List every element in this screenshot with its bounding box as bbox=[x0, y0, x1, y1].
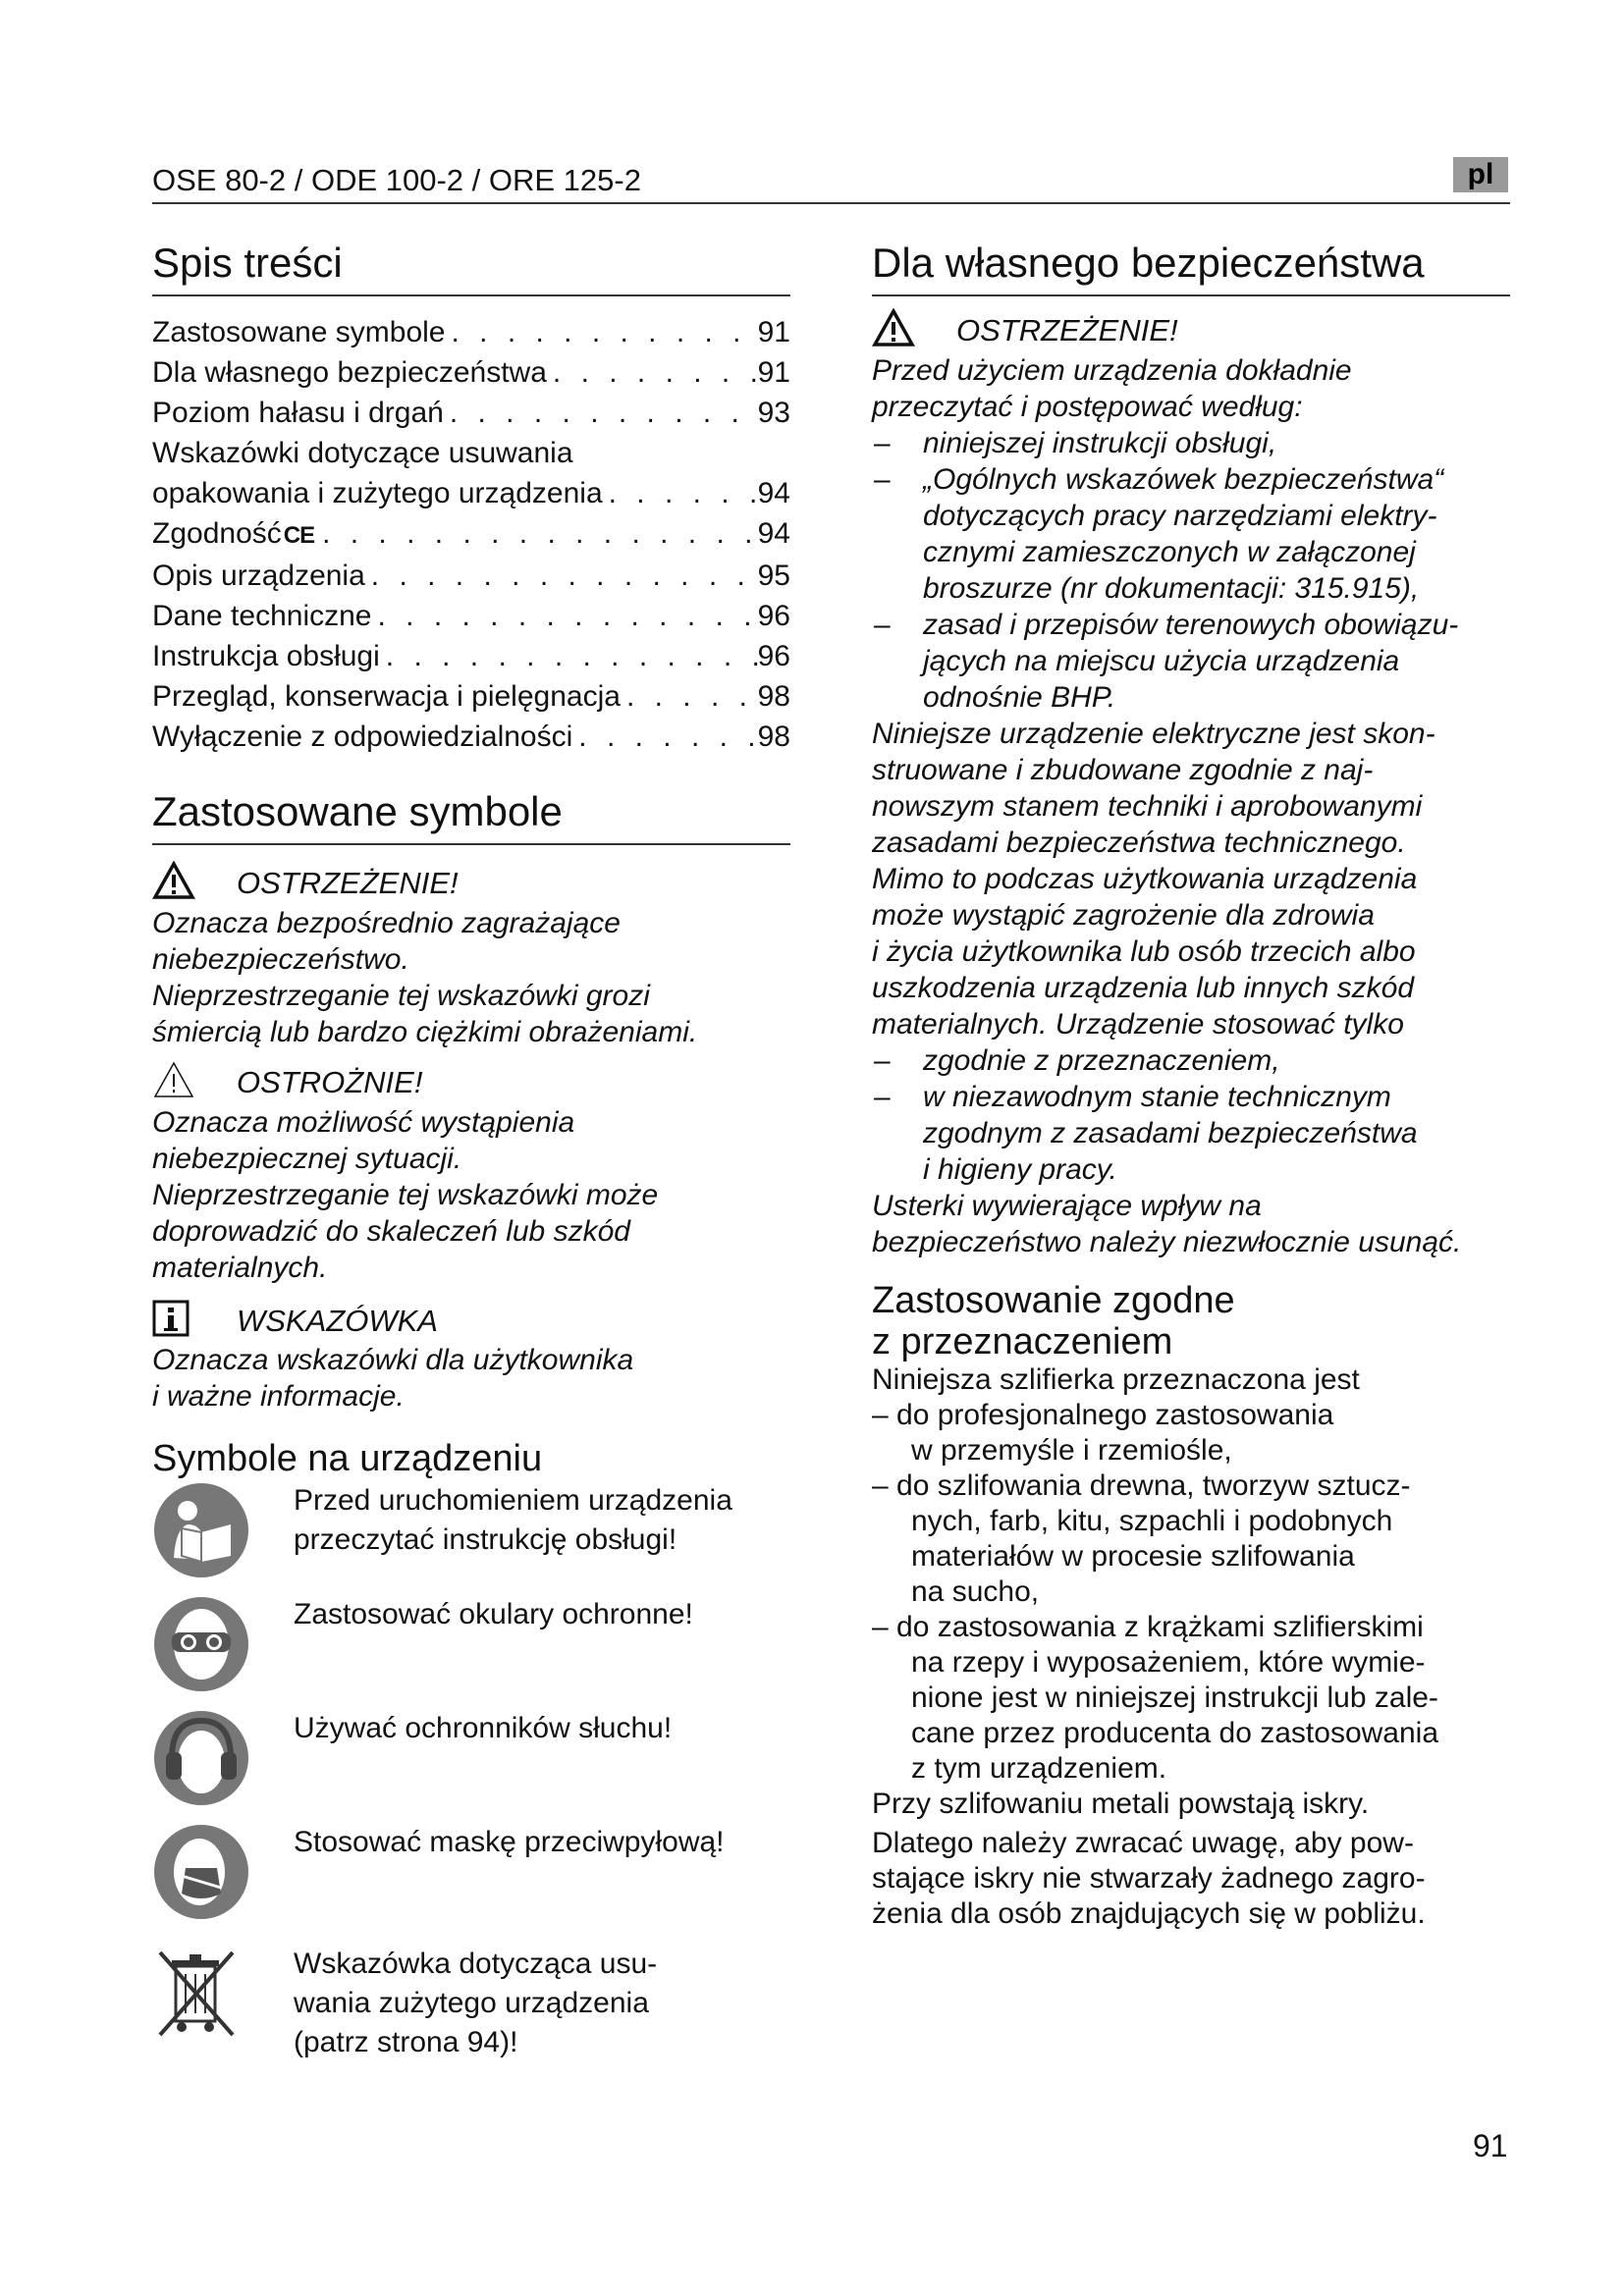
toc-entry[interactable]: Dla własnego bezpieczeństwa . . . 91 bbox=[152, 352, 790, 393]
safety-heading: Dla własnego bezpieczeństwa bbox=[872, 236, 1510, 296]
safety-closing: Usterki wywierające wpływ na bezpieczeństwo należy niezwłocznie usunąć. bbox=[872, 1190, 1462, 1258]
sparks-warning: Dlatego należy zwracać uwagę, aby pow- stające iskry nie stwarzały żadnego zagro- żenia dla osób znajdujących się w pobliżu. bbox=[872, 1827, 1426, 1930]
crossed-bin-icon bbox=[152, 1945, 294, 2048]
device-symbol-text: Używać ochronników słuchu! bbox=[294, 1712, 673, 1744]
caution-description: Oznacza możliwość wystąpienia niebezpiecznej sytuacji. Nieprzestrzeganie tej wskazówki może doprowadzić do skaleczeń lub szkód materialnych. bbox=[152, 1106, 659, 1284]
device-symbol-row bbox=[152, 1709, 790, 1823]
safety-paragraph: Niniejsze urządzenie elektryczne jest skon- struowane i zbudowane zgodnie z naj- nowszym stanem techniki i aprobowanymi zasadami bezpieczeństwa technicznego. Mimo to podczas użytkowania urządzenia może wystąpić zagrożenie dla zdrowia i życia użytkownika lub osób trzecich albo uszkodzenia urządzenia lub innych szkód materialnych. Urządzenie stosować tylko bbox=[872, 718, 1435, 1041]
device-symbol-text: Stosować maskę przeciwpyłową! bbox=[294, 1826, 725, 1858]
device-symbol-row bbox=[152, 1823, 790, 1937]
safety-goggles-icon bbox=[152, 1595, 294, 1698]
warning-triangle-icon bbox=[872, 308, 956, 352]
device-symbol-text: Przed uruchomieniem urządzenia przeczytać instrukcję obsługi! bbox=[294, 1484, 732, 1556]
list-item: – niniejszej instrukcji obsługi, bbox=[872, 425, 1510, 461]
device-symbol-text: Wskazówka dotycząca usu- wania zużytego urządzenia (patrz strona 94)! bbox=[294, 1948, 658, 2058]
safety-document-list bbox=[872, 425, 1510, 716]
safety-conditions-list bbox=[872, 1042, 1510, 1188]
dust-mask-icon bbox=[152, 1823, 294, 1926]
right-column bbox=[872, 236, 1510, 1932]
caution-signal bbox=[152, 1060, 790, 1104]
device-symbol-row bbox=[152, 1481, 790, 1595]
info-icon bbox=[152, 1300, 237, 1342]
ce-mark-icon: CE bbox=[283, 522, 315, 549]
list-item: – w niezawodnym stanie technicznym zgodnym z zasadami bezpieczeństwa i higieny pracy. bbox=[872, 1079, 1510, 1188]
header-divider bbox=[152, 202, 1510, 204]
toc-entry[interactable]: Dane techniczne . . . 96 bbox=[152, 596, 790, 636]
warning-description: Oznacza bezpośrednio zagrażające niebezpieczeństwo. Nieprzestrzeganie tej wskazówki grozi śmiercią lub bardzo ciężkimi obrażeniami. bbox=[152, 907, 698, 1048]
left-column bbox=[152, 236, 790, 2062]
toc-entry[interactable]: Zastosowane symbole . . . 91 bbox=[152, 312, 790, 352]
note-label: WSKAZÓWKA bbox=[237, 1303, 438, 1338]
toc-entry[interactable]: Opis urządzenia . . . 95 bbox=[152, 556, 790, 596]
caution-triangle-icon bbox=[152, 1060, 237, 1104]
safety-warning-signal bbox=[872, 308, 1510, 352]
device-symbols-heading: Symbole na urządzeniu bbox=[152, 1438, 543, 1479]
toc-entry[interactable]: opakowania i zużytego urządzenia . . . 94 bbox=[152, 473, 790, 513]
read-manual-icon bbox=[152, 1481, 294, 1584]
toc-heading: Spis treści bbox=[152, 236, 790, 296]
list-item: – zgodnie z przeznaczeniem, bbox=[872, 1042, 1510, 1079]
toc-entry[interactable]: Wskazówki dotyczące usuwania bbox=[152, 437, 573, 469]
intended-use-item: – do profesjonalnego zastosowania w przemyśle i rzemiośle, bbox=[872, 1399, 1334, 1467]
list-item: – zasad i przepisów terenowych obowiązu- jących na miejscu użycia urządzenia odnośnie BHP. bbox=[872, 607, 1510, 716]
note-signal bbox=[152, 1300, 790, 1342]
safety-warning-label: OSTRZEŻENIE! bbox=[956, 312, 1178, 347]
toc-entry[interactable]: Przegląd, konserwacja i pielęgnacja . . . 98 bbox=[152, 676, 790, 717]
intended-use-item: – do szlifowania drewna, tworzyw sztucz- nych, farb, kitu, szpachli i podobnych materiałów w procesie szlifowania na sucho, bbox=[872, 1469, 1411, 1608]
device-symbol-row bbox=[152, 1945, 790, 2062]
page-number: 91 bbox=[1473, 2128, 1508, 2163]
list-item: – „Ogólnych wskazówek bezpieczeństwa“ dotyczących pracy narzędziami elektry- cznymi zamieszczonych w załączonej broszurze (nr dokumentacji: 315.915), bbox=[872, 461, 1510, 607]
note-description: Oznacza wskazówki dla użytkownika i ważne informacje. bbox=[152, 1344, 634, 1413]
symbols-heading: Zastosowane symbole bbox=[152, 784, 790, 845]
intended-use-intro: Niniejsza szlifierka przeznaczona jest bbox=[872, 1363, 1360, 1396]
document-model-title: OSE 80-2 / ODE 100-2 / ORE 125-2 bbox=[152, 163, 641, 197]
toc-entry[interactable]: Poziom hałasu i drgań . . . 93 bbox=[152, 393, 790, 433]
intended-use-body bbox=[872, 1362, 1510, 1932]
caution-label: OSTROŻNIE! bbox=[237, 1064, 423, 1099]
device-symbol-text: Zastosować okulary ochronne! bbox=[294, 1598, 693, 1630]
device-symbol-row bbox=[152, 1595, 790, 1709]
intended-use-heading: Zastosowanie zgodne z przeznaczeniem bbox=[872, 1280, 1235, 1362]
toc-entry[interactable]: Wyłączenie z odpowiedzialności . . . 98 bbox=[152, 717, 790, 757]
toc-entry[interactable]: Instrukcja obsługi . . . 96 bbox=[152, 636, 790, 676]
sparks-note: Przy szlifowaniu metali powstają iskry. bbox=[872, 1788, 1370, 1820]
toc-entry[interactable]: Zgodność CE . . . 94 bbox=[152, 513, 790, 556]
warning-label: OSTRZEŻENIE! bbox=[237, 865, 459, 900]
ear-protection-icon bbox=[152, 1709, 294, 1812]
warning-triangle-icon bbox=[152, 861, 237, 905]
safety-intro: Przed użyciem urządzenia dokładnie przeczytać i postępować według: bbox=[872, 354, 1352, 423]
warning-signal bbox=[152, 861, 790, 905]
language-badge: pl bbox=[1453, 157, 1508, 192]
table-of-contents bbox=[152, 312, 790, 757]
intended-use-item: – do zastosowania z krążkami szlifierskimi na rzepy i wyposażeniem, które wymie- nione jest w niniejszej instrukcji lub zale- cane przez producenta do zastosowania z tym urządzeniem. bbox=[872, 1611, 1439, 1785]
